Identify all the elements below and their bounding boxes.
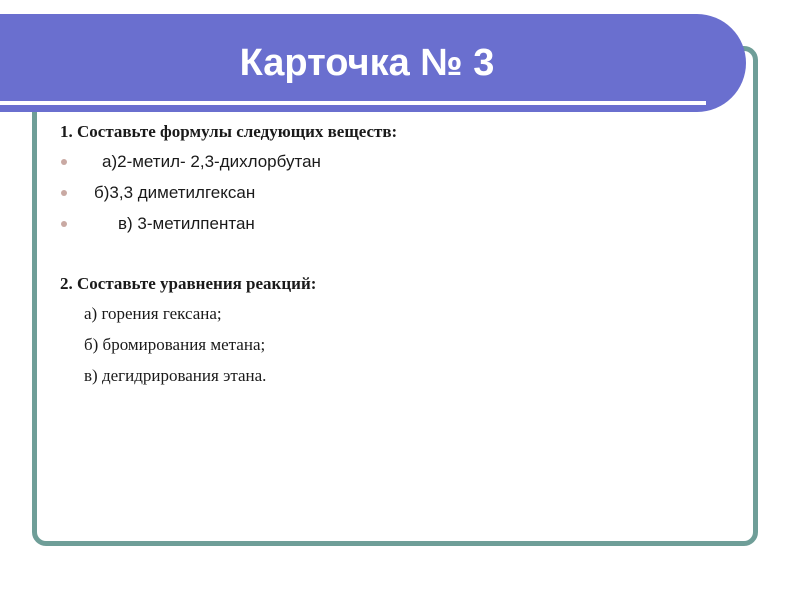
bullet-icon (61, 159, 67, 165)
list-item (60, 146, 740, 177)
slide-title: Карточка № 3 (239, 42, 495, 84)
list-item: б) бромирования метана; (84, 335, 266, 354)
list-item (60, 177, 740, 208)
bullet-icon (61, 190, 67, 196)
list-item-label: а)2-метил- 2,3-дихлорбутан (102, 152, 321, 171)
list-item: а) горения гексана; (84, 304, 222, 323)
task1-heading: 1. Составьте формулы следующих веществ: (60, 122, 398, 141)
task2-heading: 2. Составьте уравнения реакций: (60, 274, 317, 293)
task1-section (60, 118, 740, 239)
bullet-icon (61, 221, 67, 227)
task2-list (60, 298, 740, 391)
task2-section (60, 270, 740, 391)
list-item-label: б)3,3 диметилгексан (94, 183, 256, 202)
list-item: в) дегидрирования этана. (84, 366, 267, 385)
task1-list (60, 146, 740, 239)
list-item-label: в) 3-метилпентан (118, 214, 255, 233)
title-underline (0, 101, 706, 105)
list-item (60, 208, 740, 239)
